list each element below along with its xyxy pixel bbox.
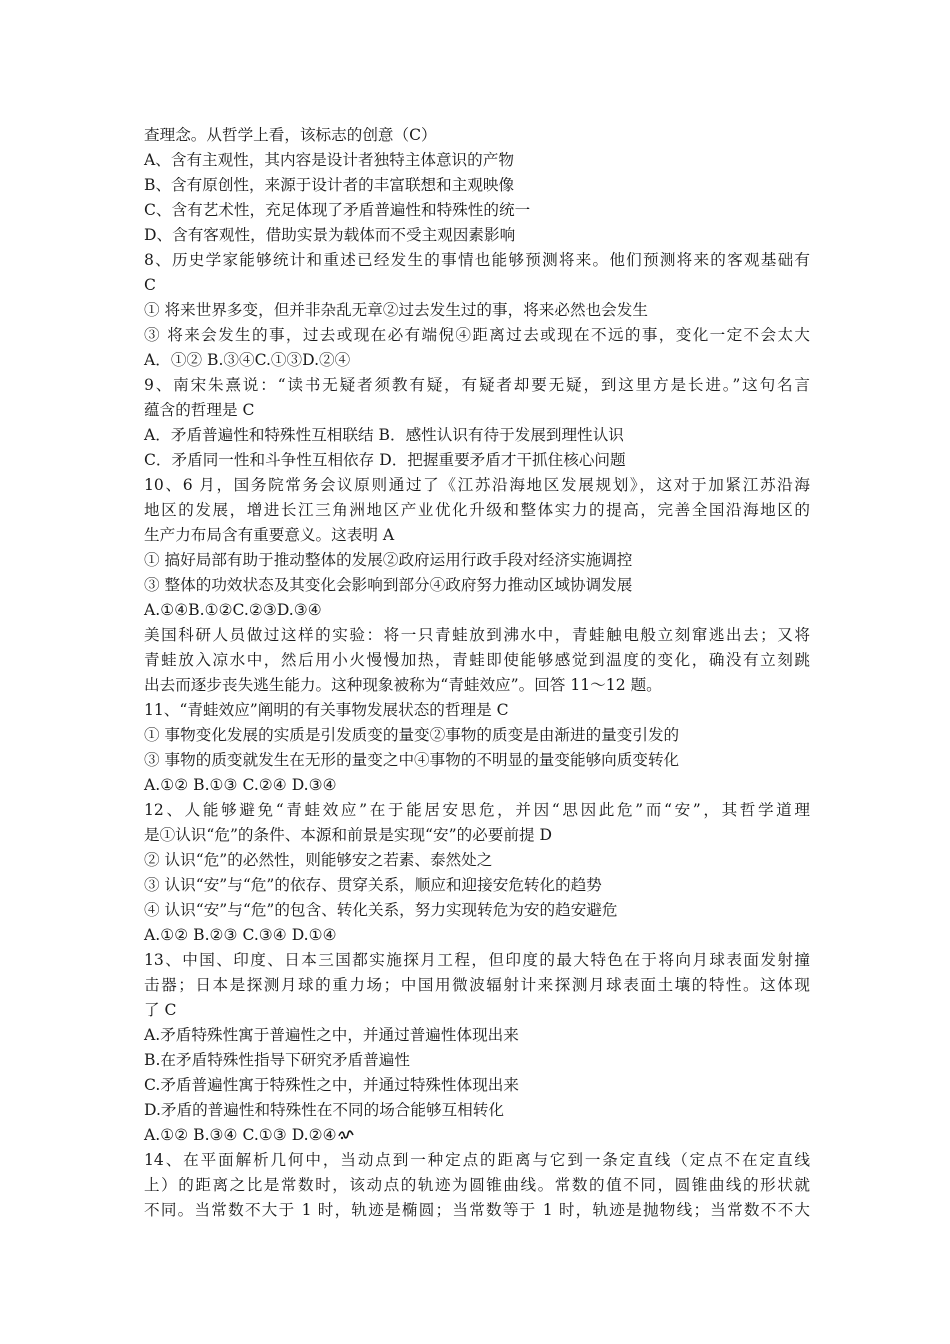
passage-line: 美国科研人员做过这样的实验：将一只青蛙放到沸水中，青蛙触电般立刻窜逃出去；又将	[144, 626, 810, 644]
option-c: C.矛盾普遍性寓于特殊性之中，并通过特殊性体现出来	[144, 1076, 519, 1094]
question-13-cont: 击器；日本是探测月球的重力场；中国用微波辐射计来探测月球表面土壤的特性。这体现	[144, 976, 810, 994]
choices-line: A.①② B.②③ C.③④ D.①④	[144, 926, 337, 944]
passage-line: 青蛙放入凉水中，然后用小火慢慢加热，青蛙即使能够感觉到温度的变化，确没有立刻跳	[144, 651, 810, 669]
document-text	[144, 123, 810, 1223]
option-b: B.在矛盾特殊性指导下研究矛盾普遍性	[144, 1051, 410, 1069]
choices-text: A.①② B.③④ C.①③ D.②④	[144, 1126, 337, 1144]
statement-line: ③ 事物的质变就发生在无形的量变之中④事物的不明显的量变能够向质变转化	[144, 751, 680, 769]
statement-line: ① 事物变化发展的实质是引发质变的量变②事物的质变是由渐进的量变引发的	[144, 726, 680, 744]
statement-line: ③ 将来会发生的事，过去或现在必有端倪④距离过去或现在不远的事，变化一定不会太大	[144, 326, 810, 344]
option-a: A.矛盾特殊性寓于普遍性之中，并通过普遍性体现出来	[144, 1026, 519, 1044]
choices-line: A.①④B.①②C.②③D.③④	[144, 601, 322, 619]
question-8-answer: C	[144, 276, 156, 294]
text-line: 查理念。从哲学上看，该标志的创意（C）	[144, 126, 437, 144]
question-12-cont: 是①认识“危”的条件、本源和前景是实现“安”的必要前提 D	[144, 826, 553, 844]
question-11: 11、“青蛙效应”阐明的有关事物发展状态的哲理是 C	[144, 701, 509, 719]
squiggle-mark-icon	[338, 1129, 354, 1141]
question-14-cont: 上）的距离之比是常数时，该动点的轨迹为圆锥曲线。常数的值不同，圆锥曲线的形状就	[144, 1176, 810, 1194]
question-9-cont: 蕴含的哲理是 C	[144, 401, 255, 419]
statement-line: ③ 整体的功效状态及其变化会影响到部分④政府努力推动区域协调发展	[144, 576, 633, 594]
option-c: C、含有艺术性，充足体现了矛盾普遍性和特殊性的统一	[144, 201, 531, 219]
choices-line: A.①② B.①③ C.②④ D.③④	[144, 776, 337, 794]
question-10-cont: 生产力布局含有重要意义。这表明 A	[144, 526, 395, 544]
option-d: D.矛盾的普遍性和特殊性在不同的场合能够互相转化	[144, 1101, 504, 1119]
choices-line: C．矛盾同一性和斗争性互相依存 D．把握重要矛盾才干抓住核心问题	[144, 451, 626, 469]
question-14-cont: 不同。当常数不大于 1 时，轨迹是椭圆；当常数等于 1 时，轨迹是抛物线；当常数不不大	[144, 1201, 810, 1219]
statement-line: ③ 认识“安”与“危”的依存、贯穿关系，顺应和迎接安危转化的趋势	[144, 876, 602, 894]
question-10: 10、6 月，国务院常务会议原则通过了《江苏沿海地区发展规划》，这对于加紧江苏沿海	[144, 476, 810, 494]
passage-line: 出去而逐步丧失逃生能力。这种现象被称为“青蛙效应”。回答 11～12 题。	[144, 676, 662, 694]
question-13: 13、中国、印度、日本三国都实施探月工程，但印度的最大特色在于将向月球表面发射撞	[144, 951, 810, 969]
option-d: D、含有客观性，借助实景为载体而不受主观因素影响	[144, 226, 516, 244]
question-10-cont: 地区的发展，增进长江三角洲地区产业优化升级和整体实力的提高，完善全国沿海地区的	[144, 501, 810, 519]
choices-line: A．矛盾普遍性和特殊性互相联结 B．感性认识有待于发展到理性认识	[144, 426, 624, 444]
statement-line: ④ 认识“安”与“危”的包含、转化关系，努力实现转危为安的趋安避危	[144, 901, 618, 919]
choices-line-with-mark	[144, 1123, 810, 1148]
question-8: 8、历史学家能够统计和重述已经发生的事情也能够预测将来。他们预测将来的客观基础有	[144, 251, 810, 269]
option-a: A、含有主观性，其内容是设计者独特主体意识的产物	[144, 151, 514, 169]
statement-line: ① 将来世界多变，但并非杂乱无章②过去发生过的事，将来必然也会发生	[144, 301, 648, 319]
question-12: 12、人能够避免“青蛙效应”在于能居安思危，并因“思因此危”而“安”，其哲学道理	[144, 801, 810, 819]
question-9: 9、南宋朱熹说：“读书无疑者须教有疑，有疑者却要无疑，到这里方是长进。”这句名言	[144, 376, 810, 394]
choices-line: A．①② B.③④C.①③D.②④	[144, 351, 351, 369]
question-14: 14、在平面解析几何中，当动点到一种定点的距离与它到一条定直线（定点不在定直线	[144, 1151, 810, 1169]
option-b: B、含有原创性，来源于设计者的丰富联想和主观映像	[144, 176, 515, 194]
question-13-cont: 了 C	[144, 1001, 177, 1019]
statement-line: ① 搞好局部有助于推动整体的发展②政府运用行政手段对经济实施调控	[144, 551, 633, 569]
statement-line: ② 认识“危”的必然性，则能够安之若素、泰然处之	[144, 851, 493, 869]
